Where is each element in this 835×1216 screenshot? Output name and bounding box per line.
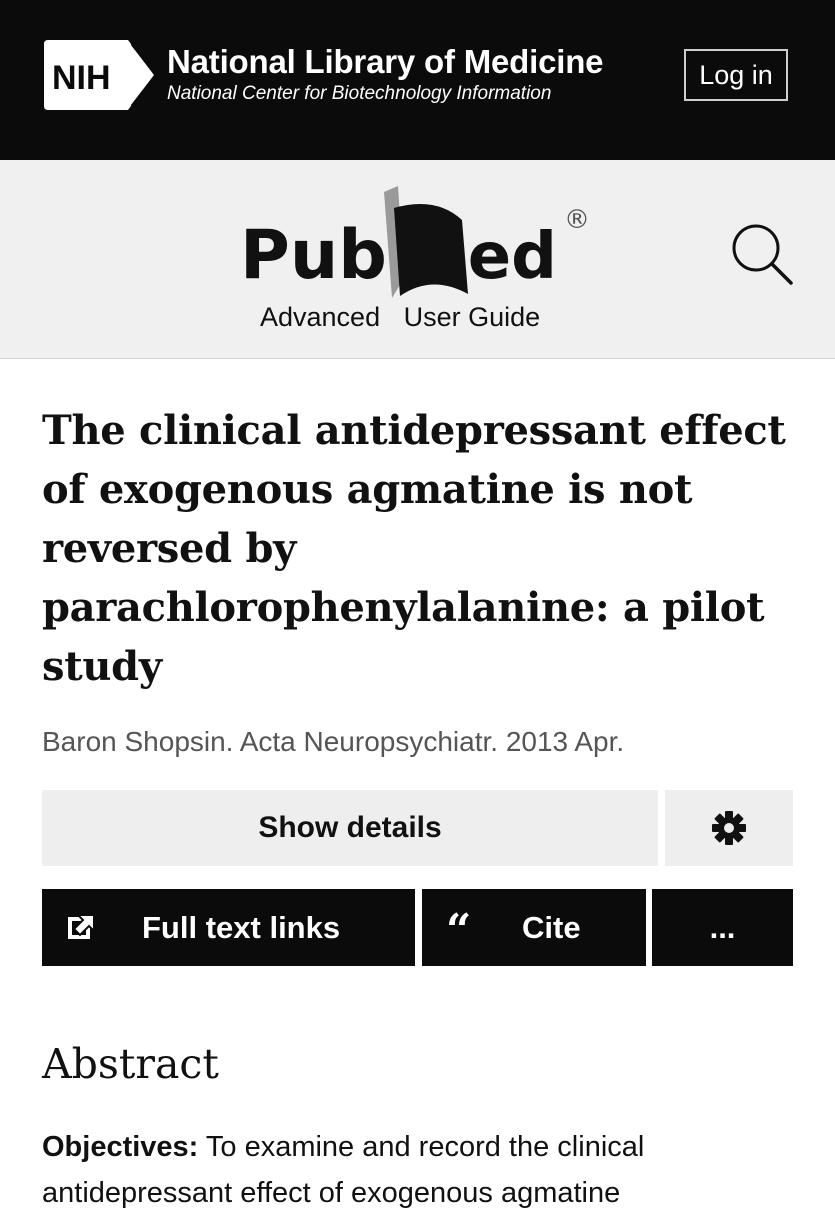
search-icon[interactable] [730,222,794,286]
pubmed-nav [260,302,556,333]
show-details-button[interactable]: Show details [42,790,658,866]
quote-icon: “ [446,904,472,956]
full-text-links-button[interactable] [42,889,415,966]
cite-button[interactable] [422,889,646,966]
abstract-objectives-label: Objectives: [42,1131,199,1163]
login-button[interactable]: Log in [684,49,788,101]
nih-subtitle: National Center for Biotechnology Information [167,83,552,104]
nih-title-block [167,42,603,106]
details-row [42,790,793,866]
nav-user-guide-link[interactable]: User Guide [403,302,541,332]
nih-header [0,0,835,160]
full-text-links-label: Full text links [142,909,341,945]
article-title: The clinical antidepressant effect of exogenous agmatine is not reversed by parachlorophenylalanine: a pilot study [42,407,786,690]
pubmed-logo-pub: Pub [240,216,387,295]
abstract-paragraph [42,1124,802,1216]
pubmed-logo-med: Med [404,220,557,294]
action-row [42,889,793,966]
pubmed-logo[interactable] [236,178,601,303]
more-actions-button[interactable]: ... [652,889,793,966]
nih-title: National Library of Medicine [167,43,604,80]
registered-mark: ® [564,205,590,235]
external-link-icon [66,913,100,943]
settings-button[interactable] [665,790,793,866]
abstract-objectives-text: To examine and record the clinical antidepressant effect of exogenous agmatine [42,1131,645,1209]
nih-badge-text: NIH [52,59,111,97]
nih-logo[interactable] [44,40,156,110]
nav-advanced-link[interactable]: Advanced [260,302,381,332]
article-byline: Baron Shopsin. Acta Neuropsychiatr. 2013 Apr. [42,726,625,757]
gear-icon [711,810,747,846]
abstract-heading: Abstract [42,1040,219,1088]
cite-label: Cite [522,909,581,945]
